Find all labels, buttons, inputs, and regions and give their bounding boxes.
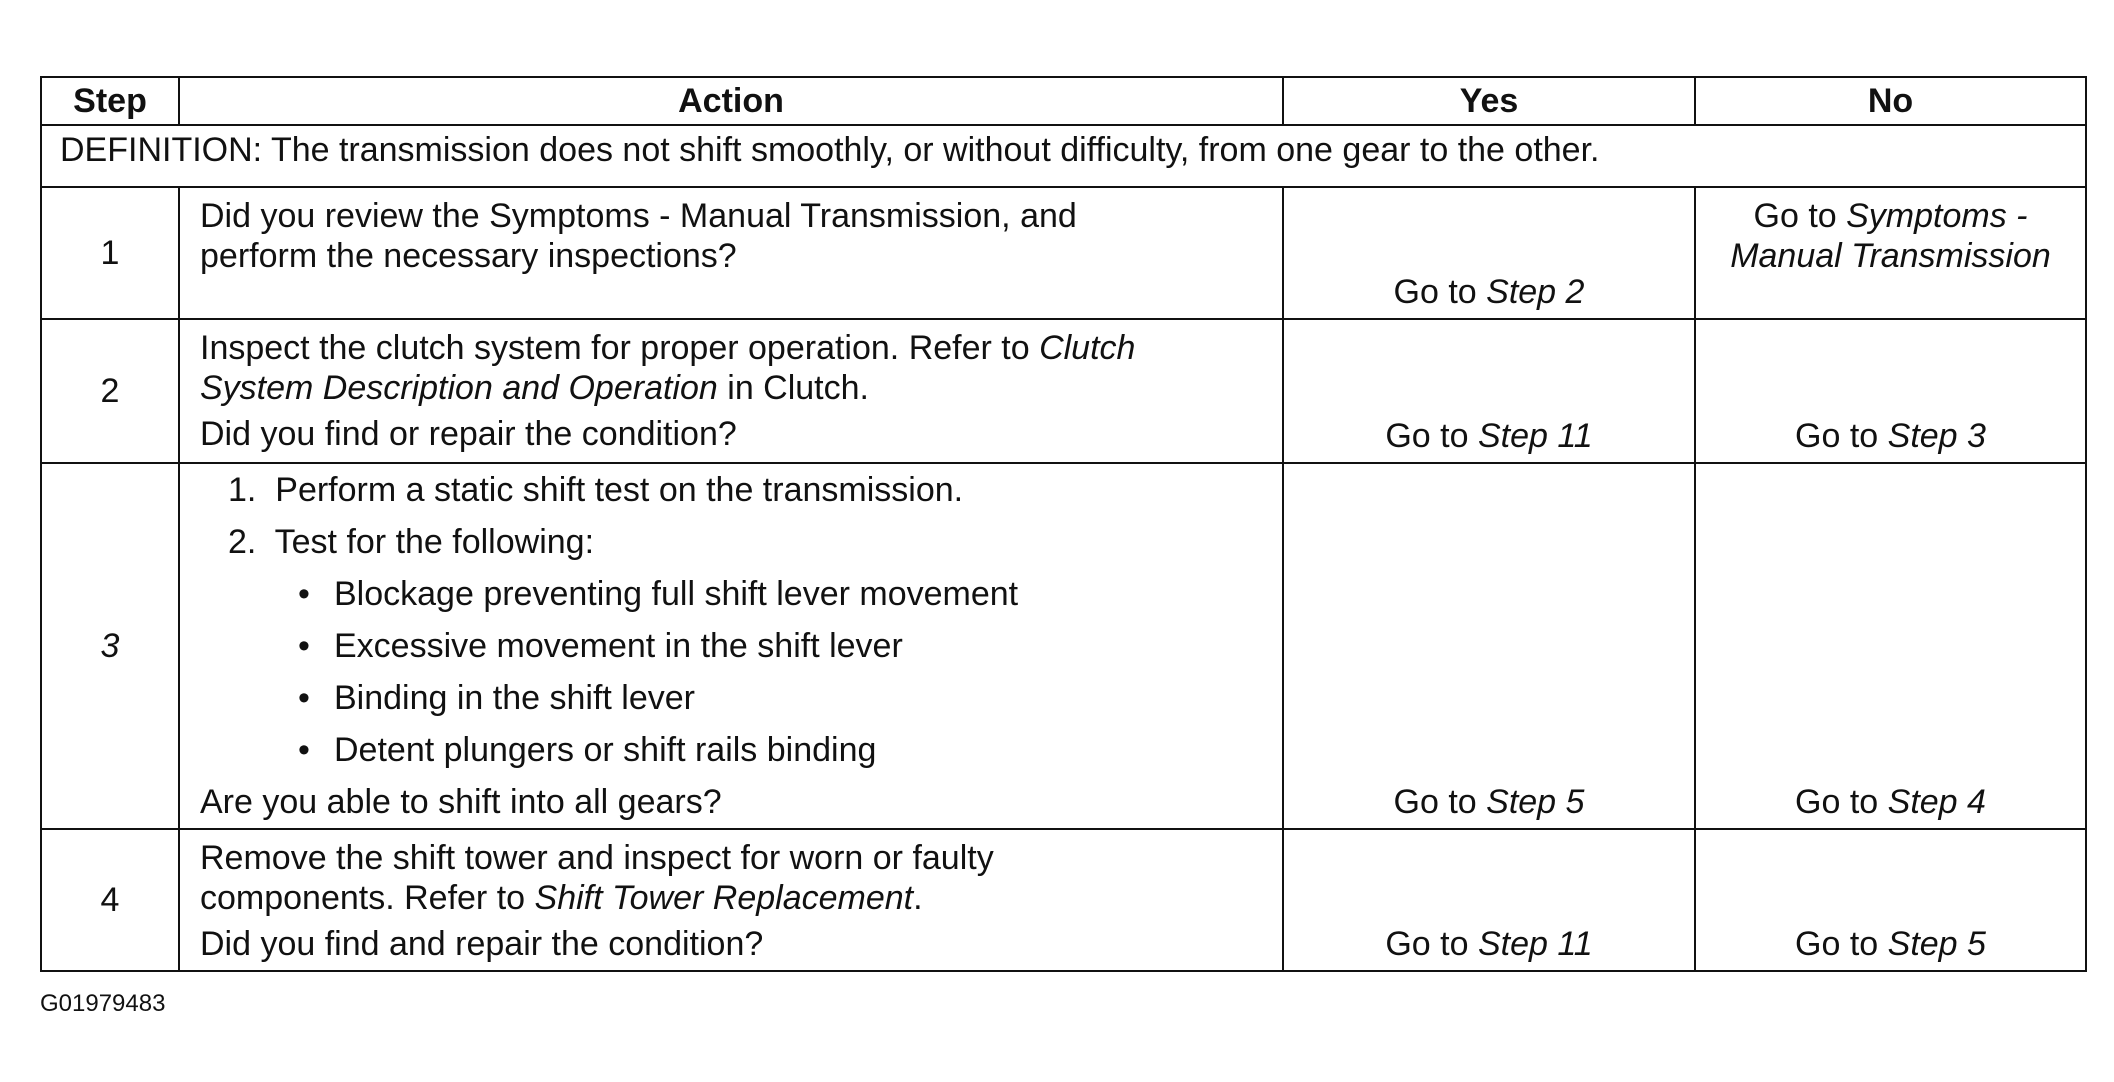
bullet-text: Excessive movement in the shift lever [334, 627, 903, 665]
no-prefix: Go to [1753, 197, 1847, 235]
list-number: 1. [228, 471, 257, 509]
step-number: 2 [41, 319, 179, 463]
table-row [41, 319, 2086, 463]
action-cell [179, 463, 1283, 829]
bullet-item [200, 622, 1262, 674]
no-link[interactable]: Manual Transmission [1730, 237, 2051, 275]
yes-cell [1283, 187, 1695, 319]
no-prefix: Go to [1795, 417, 1888, 455]
no-cell [1695, 187, 2086, 319]
action-question: Did you find or repair the condition? [200, 415, 737, 453]
yes-link[interactable]: Step 5 [1486, 783, 1585, 821]
yes-link[interactable]: Step 11 [1477, 925, 1593, 963]
table-row [41, 187, 2086, 319]
yes-prefix: Go to [1393, 273, 1487, 311]
clutch-description-link[interactable]: System Description and Operation [200, 369, 718, 407]
action-text-part: in Clutch. [717, 369, 869, 407]
header-yes: Yes [1283, 77, 1695, 125]
list-number: 2. [228, 523, 257, 561]
list-item [200, 518, 1262, 570]
bullet-text: Detent plungers or shift rails binding [334, 731, 877, 769]
action-text-part: components. Refer to [200, 879, 535, 917]
action-text [200, 328, 1262, 368]
table-row [41, 829, 2086, 971]
bullet-icon: • [298, 731, 310, 769]
bullet-item [200, 570, 1262, 622]
yes-link[interactable]: Step 11 [1477, 417, 1593, 455]
table-row [41, 463, 2086, 829]
action-question: Are you able to shift into all gears? [200, 783, 722, 821]
step-number: 4 [41, 829, 179, 971]
shift-tower-link[interactable]: Shift Tower Replacement [534, 879, 914, 917]
action-cell [179, 319, 1283, 463]
no-link[interactable]: Step 4 [1887, 783, 1986, 821]
bullet-icon: • [298, 575, 310, 613]
step-number: 3 [41, 463, 179, 829]
bullet-text: Binding in the shift lever [334, 679, 695, 717]
figure-id: G01979483 [40, 990, 166, 1017]
no-cell [1695, 829, 2086, 971]
no-link[interactable]: Symptoms - [1846, 197, 2028, 235]
action-text [200, 368, 1262, 408]
no-cell [1695, 463, 2086, 829]
action-question: Did you find and repair the condition? [200, 925, 764, 963]
bullet-item [200, 674, 1262, 726]
yes-cell [1283, 829, 1695, 971]
bullet-icon: • [298, 627, 310, 665]
no-prefix: Go to [1795, 783, 1888, 821]
bullet-item [200, 726, 1262, 778]
list-item [200, 466, 1262, 518]
no-cell [1695, 319, 2086, 463]
no-link[interactable]: Step 3 [1887, 417, 1986, 455]
diagnostic-table [40, 76, 2087, 972]
bullet-text: Blockage preventing full shift lever movement [334, 575, 1019, 613]
header-no: No [1695, 77, 2086, 125]
no-link[interactable]: Step 5 [1887, 925, 1986, 963]
action-text-part: . [913, 879, 923, 917]
no-prefix: Go to [1795, 925, 1888, 963]
yes-prefix: Go to [1393, 783, 1487, 821]
list-text: Test for the following: [274, 523, 595, 561]
yes-link[interactable]: Step 2 [1486, 273, 1585, 311]
action-cell [179, 187, 1283, 319]
header-step: Step [41, 77, 179, 125]
action-text: perform the necessary inspections? [200, 237, 737, 275]
header-row [41, 77, 2086, 125]
yes-prefix: Go to [1385, 417, 1478, 455]
definition-text: DEFINITION: The transmission does not shift smoothly, or without difficulty, from one gear to the other. [41, 125, 2086, 187]
header-action: Action [179, 77, 1283, 125]
bullet-icon: • [298, 679, 310, 717]
action-text: Remove the shift tower and inspect for worn or faulty [200, 839, 994, 877]
action-cell [179, 829, 1283, 971]
definition-row [41, 125, 2086, 187]
step-number: 1 [41, 187, 179, 319]
clutch-link[interactable]: Clutch [1039, 329, 1136, 367]
list-text: Perform a static shift test on the transmission. [275, 471, 964, 509]
action-text: Did you review the Symptoms - Manual Transmission, and [200, 197, 1077, 235]
action-text [200, 878, 1262, 918]
action-text-part: Inspect the clutch system for proper operation. Refer to [200, 329, 1040, 367]
yes-prefix: Go to [1385, 925, 1478, 963]
yes-cell [1283, 463, 1695, 829]
yes-cell [1283, 319, 1695, 463]
